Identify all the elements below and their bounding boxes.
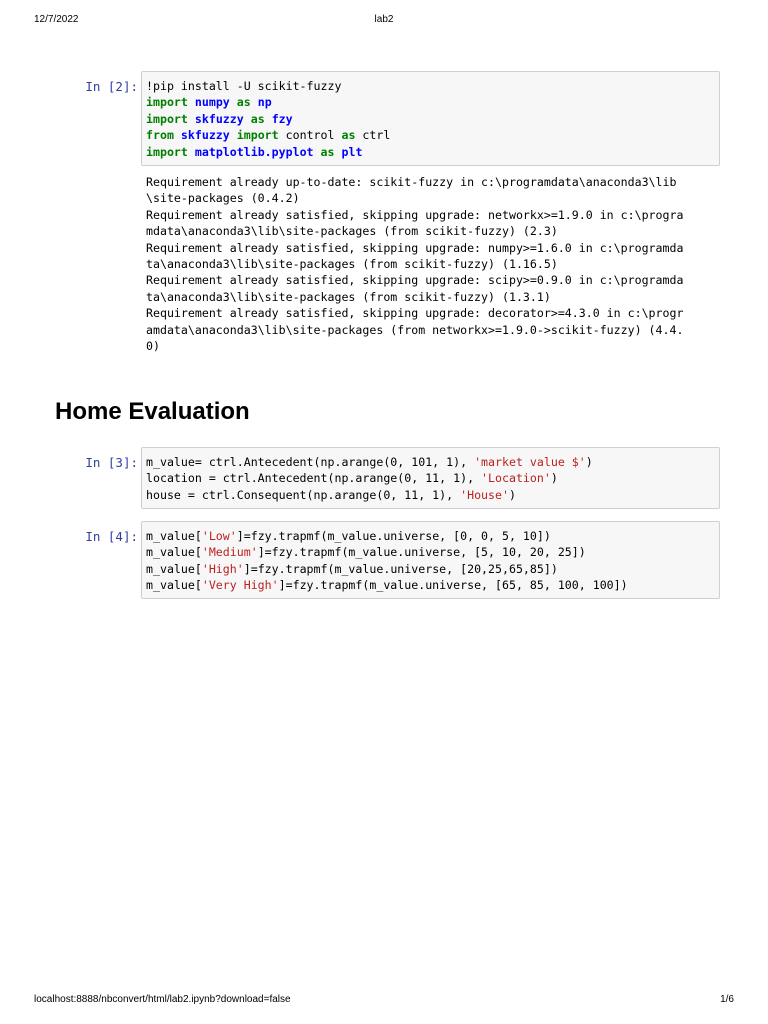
cell-prompt: In [2]:	[85, 79, 138, 94]
output-line: Requirement already satisfied, skipping upgrade: scipy>=0.9.0 in c:\programda	[146, 273, 684, 288]
code-text: m_value= ctrl.Antecedent(np.arange(0, 101, 1), 'market value $') location = ctrl.Antecedent(np.arange(0, 11, 1), 'Location') house = ctrl.Consequent(np.arange(0, 11, 1), 'House')	[146, 455, 593, 502]
output-line: \site-packages (0.4.2)	[146, 191, 300, 206]
output-line: mdata\anaconda3\lib\site-packages (from scikit-fuzzy) (2.3)	[146, 224, 558, 239]
output-line: amdata\anaconda3\lib\site-packages (from networkx>=1.9.0->scikit-fuzzy) (4.4.	[146, 322, 684, 337]
output-line: Requirement already satisfied, skipping upgrade: decorator>=4.3.0 in c:\progr	[146, 306, 684, 321]
section-heading: Home Evaluation	[55, 398, 250, 425]
output-line: Requirement already up-to-date: scikit-fuzzy in c:\programdata\anaconda3\lib	[146, 175, 677, 189]
output-line: 0)	[146, 339, 160, 354]
output-line: ta\anaconda3\lib\site-packages (from scikit-fuzzy) (1.16.5)	[146, 257, 558, 272]
code-text: m_value['Low']=fzy.trapmf(m_value.universe, [0, 0, 5, 10]) m_value['Medium']=fzy.trapmf(m_value.universe, [5, 10, 20, 25]) m_value['High']=fzy.trapmf(m_value.universe, [20,25,65,85]) m_value['Very High']=fzy.trapmf(m_value.universe, [65, 85, 100, 100])	[146, 529, 628, 593]
cell-prompt: In [3]:	[85, 455, 138, 470]
output-line: ta\anaconda3\lib\site-packages (from scikit-fuzzy) (1.3.1)	[146, 289, 551, 304]
code-input[interactable]	[141, 521, 720, 599]
code-input[interactable]	[141, 71, 720, 166]
print-title: lab2	[374, 14, 394, 25]
output-line: Requirement already satisfied, skipping upgrade: numpy>=1.6.0 in c:\programda	[146, 240, 684, 255]
print-url: localhost:8888/nbconvert/html/lab2.ipynb?download=false	[34, 994, 291, 1005]
code-text: !pip install -U scikit-fuzzy import numpy as np import skfuzzy as fzy from skfuzzy import control as ctrl import matplotlib.pyplot as plt	[146, 79, 391, 159]
cell-prompt: In [4]:	[85, 529, 138, 544]
output-line: Requirement already satisfied, skipping upgrade: networkx>=1.9.0 in c:\progra	[146, 207, 684, 222]
print-date: 12/7/2022	[34, 14, 79, 25]
output-text	[146, 174, 726, 354]
cell-output	[146, 174, 726, 354]
code-input[interactable]	[141, 447, 720, 509]
page-number: 1/6	[720, 994, 734, 1005]
